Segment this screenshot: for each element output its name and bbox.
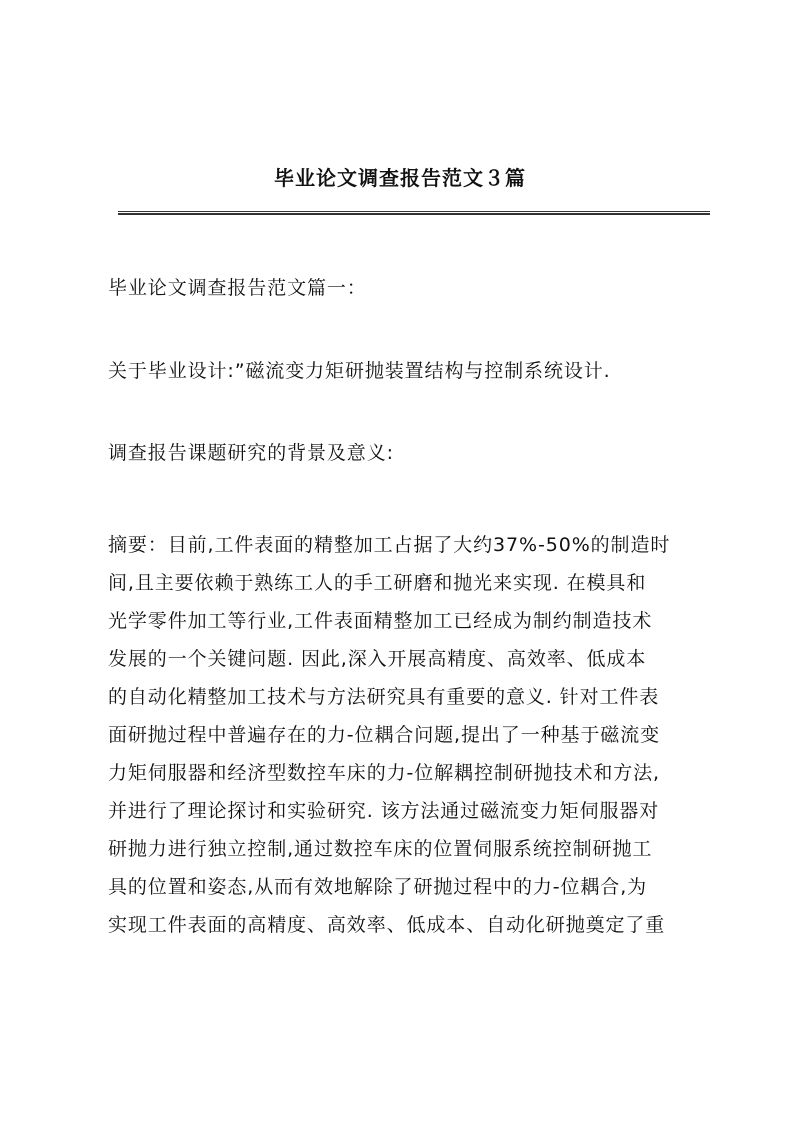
abstract-line: 摘要：目前,工件表面的精整加工占据了大约37%-50%的制造时 bbox=[108, 534, 671, 556]
section-heading: 毕业论文调查报告范文篇一： bbox=[108, 277, 367, 299]
document-title: 毕业论文调查报告范文３篇 bbox=[274, 166, 526, 190]
design-topic: 关于毕业设计:”磁流变力矩研抛装置结构与控制系统设计. bbox=[108, 360, 611, 382]
title-divider bbox=[118, 211, 710, 215]
abstract-line: 发展的一个关键问题. 因此,深入开展高精度、高效率、低成本 bbox=[108, 648, 647, 670]
abstract-line: 的自动化精整加工技术与方法研究具有重要的意义. 针对工件表 bbox=[108, 686, 660, 708]
abstract-line: 力矩伺服器和经济型数控车床的力-位解耦控制研抛技术和方法, bbox=[108, 762, 660, 784]
abstract-line: 具的位置和姿态,从而有效地解除了研抛过程中的力-位耦合,为 bbox=[108, 876, 648, 898]
abstract-line: 间,且主要依赖于熟练工人的手工研磨和抛光来实现. 在模具和 bbox=[108, 572, 647, 594]
abstract-paragraph bbox=[108, 526, 708, 944]
abstract-line: 研抛力进行独立控制,通过数控车床的位置伺服系统控制研抛工 bbox=[108, 838, 653, 860]
abstract-line: 面研抛过程中普遍存在的力-位耦合问题,提出了一种基于磁流变 bbox=[108, 724, 660, 746]
abstract-line: 实现工件表面的高精度、高效率、低成本、自动化研抛奠定了重 bbox=[108, 914, 666, 936]
abstract-line: 并进行了理论探讨和实验研究. 该方法通过磁流变力矩伺服器对 bbox=[108, 800, 660, 822]
abstract-line: 光学零件加工等行业,工件表面精整加工已经成为制约制造技术 bbox=[108, 610, 653, 632]
background-heading: 调查报告课题研究的背景及意义: bbox=[108, 442, 394, 464]
